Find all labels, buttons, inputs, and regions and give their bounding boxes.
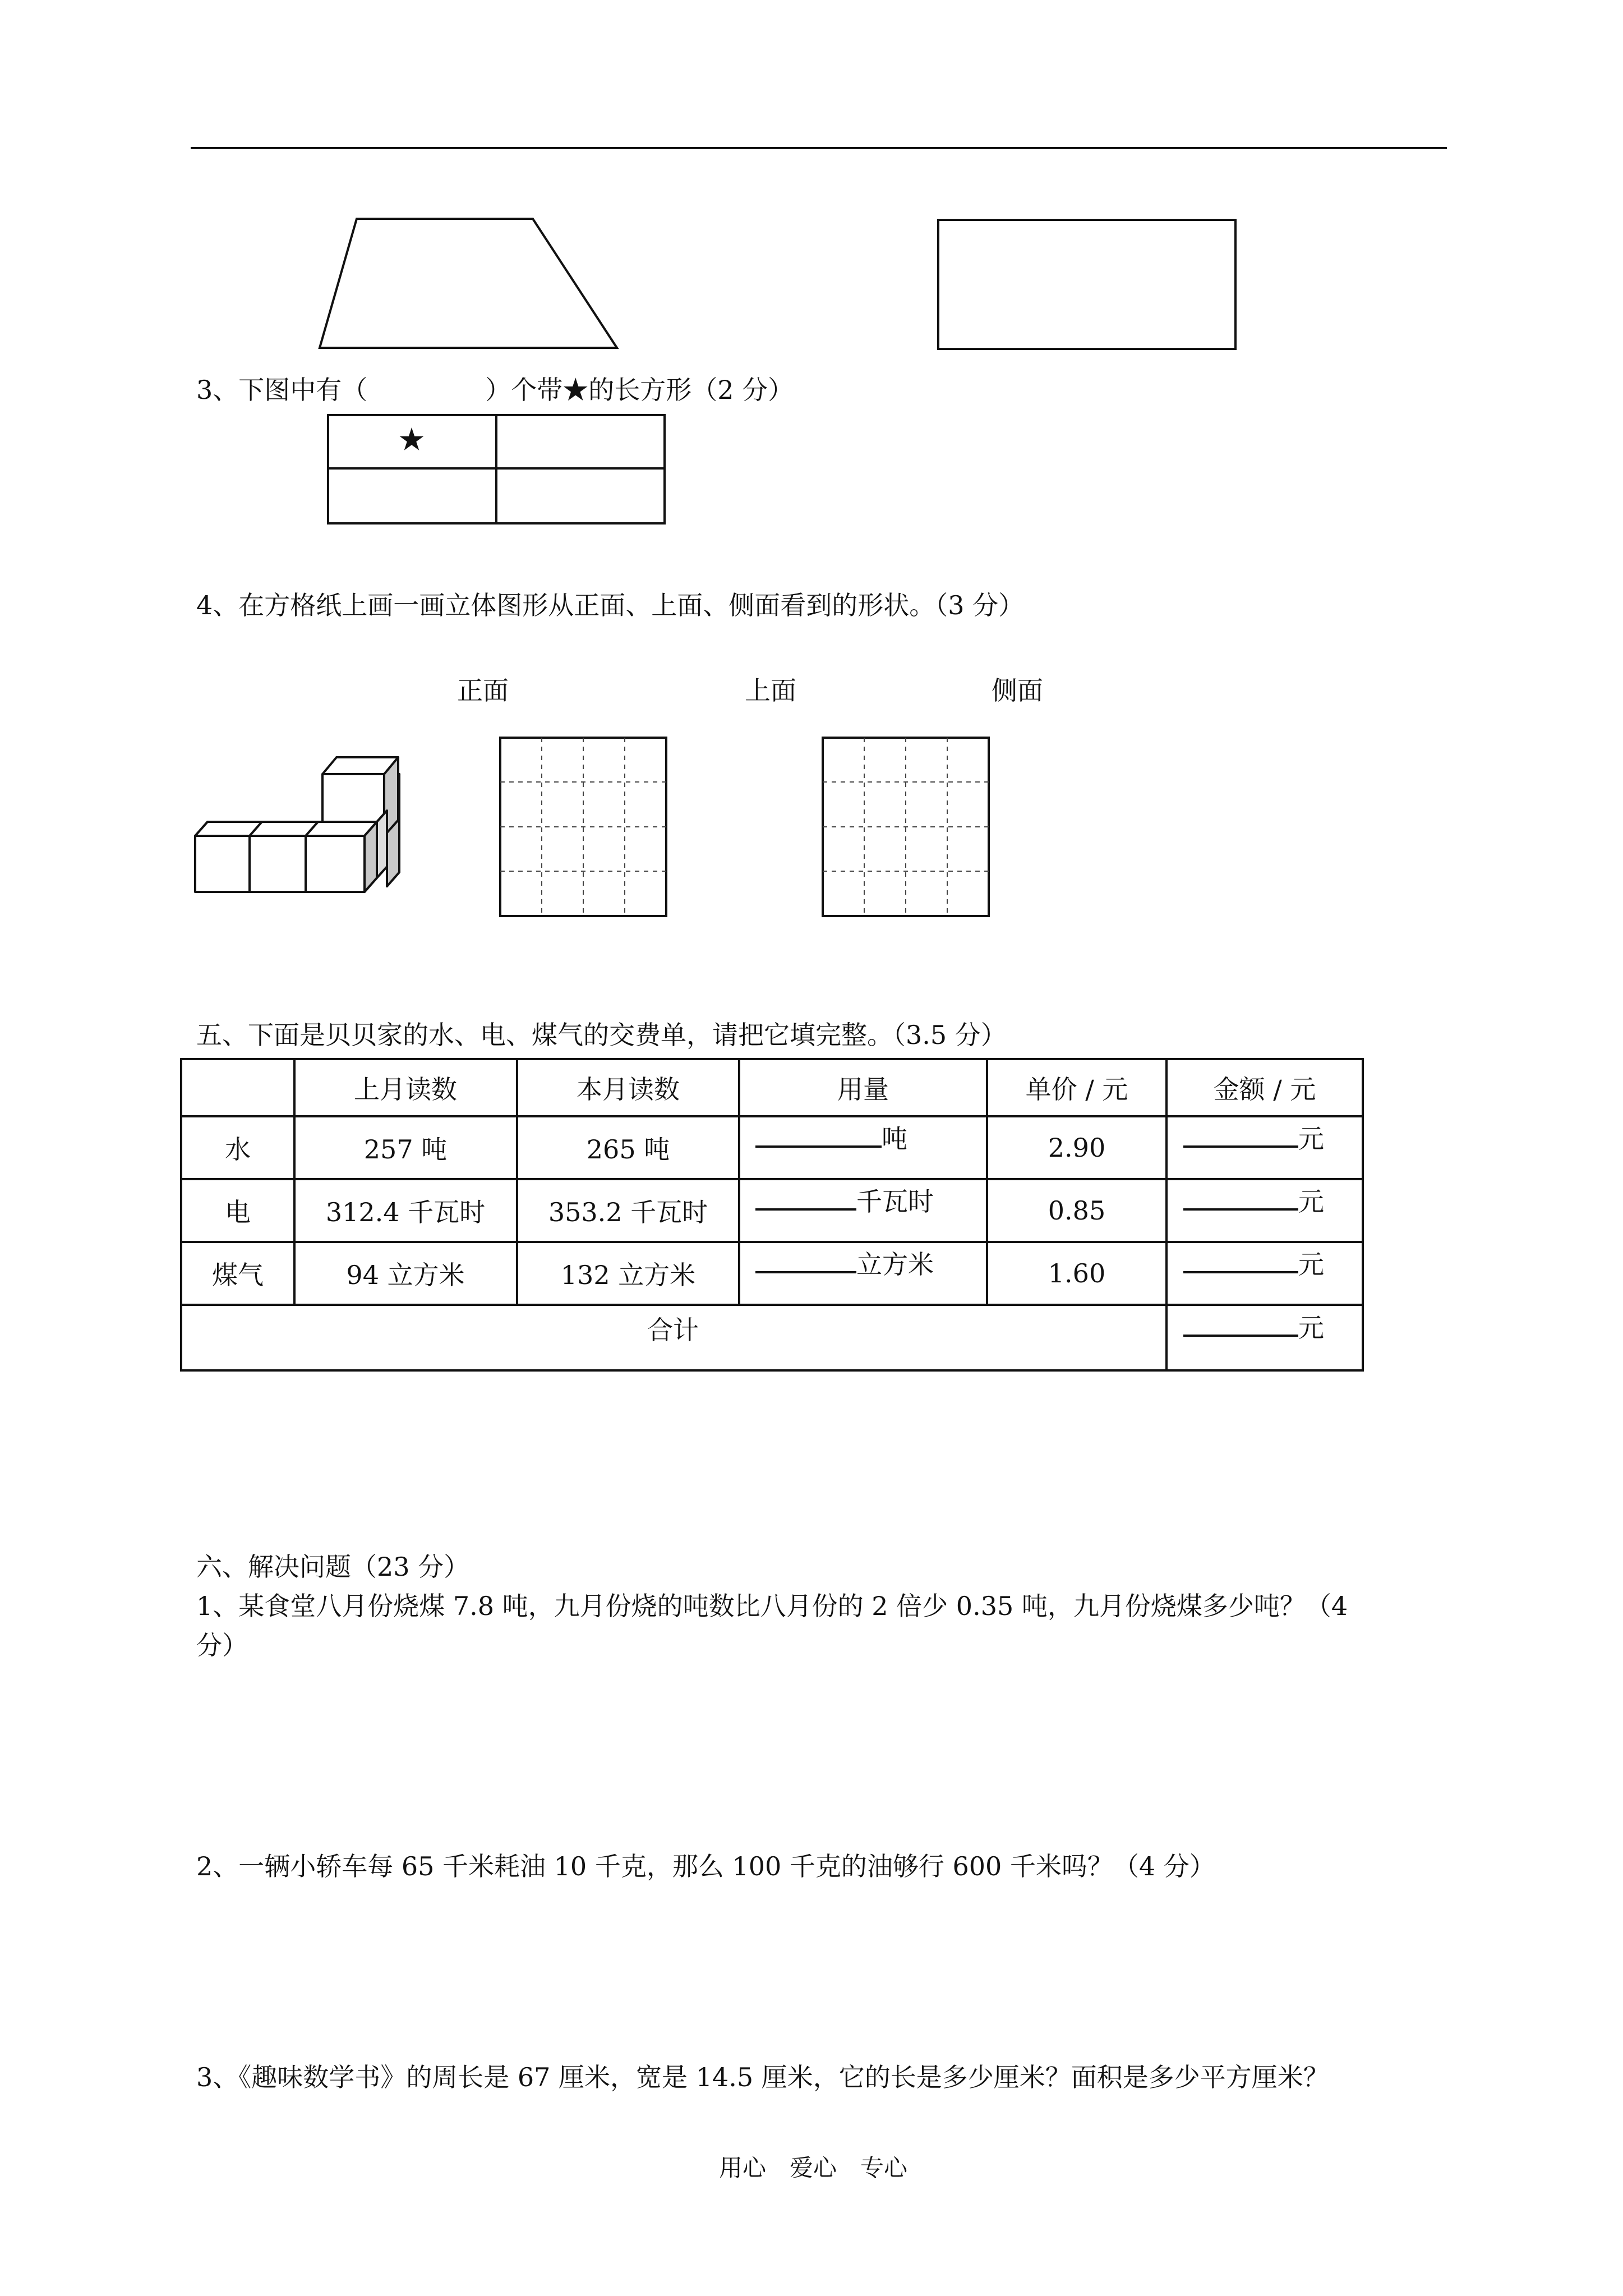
s6-q2: 2、一辆小轿车每 65 千米耗油 10 千克，那么 100 千克的油够行 600 千米吗？（4 分）: [196, 1851, 1215, 1881]
star-icon: ★: [397, 421, 426, 458]
row-water-price: 2.90: [1048, 1133, 1106, 1163]
row-name-water: 水: [225, 1134, 251, 1165]
row-electricity-last: 312.4 千瓦时: [325, 1197, 486, 1227]
total-amount[interactable]: [1183, 1310, 1324, 1343]
q3-label-after: ）个带★的长方形（2 分）: [485, 375, 794, 405]
row-water-current: 265 吨: [586, 1134, 670, 1165]
table-header-last: 上月读数: [354, 1074, 457, 1105]
row-water-usage[interactable]: [755, 1121, 907, 1154]
amount-unit: 元: [1298, 1249, 1324, 1280]
s6-q1-line1: 1、某食堂八月份烧煤 7.8 吨，九月份烧的吨数比八月份的 2 倍少 0.35 吨，九月份烧煤多少吨？（4: [196, 1591, 1348, 1621]
rectangle-shape: [938, 220, 1235, 349]
row-water-amount[interactable]: [1183, 1121, 1324, 1154]
row-name-gas: 煤气: [212, 1260, 264, 1290]
amount-blank[interactable]: [1183, 1184, 1298, 1211]
grid-paper-top: [823, 738, 989, 916]
view-label-top: 上面: [745, 675, 796, 706]
total-blank[interactable]: [1183, 1310, 1298, 1337]
view-label-front: 正面: [457, 675, 509, 706]
amount-unit: 元: [1298, 1186, 1324, 1217]
amount-unit: 元: [1298, 1124, 1324, 1154]
s6-q3: 3、《趣味数学书》的周长是 67 厘米，宽是 14.5 厘米，它的长是多少厘米？面积是多少平方厘米？: [196, 2062, 1329, 2092]
amount-blank[interactable]: [1183, 1121, 1298, 1148]
row-gas-current: 132 立方米: [560, 1260, 696, 1290]
table-header-current: 本月读数: [577, 1074, 680, 1105]
row-electricity-price: 0.85: [1048, 1195, 1106, 1226]
usage-unit: 吨: [882, 1124, 907, 1154]
table-header-usage: 用量: [837, 1074, 889, 1105]
usage-unit: 千瓦时: [856, 1186, 934, 1217]
usage-blank[interactable]: [755, 1121, 882, 1148]
total-unit: 元: [1298, 1313, 1324, 1343]
row-electricity-usage[interactable]: [755, 1184, 934, 1217]
q4-label: 4、在方格纸上画一画立体图形从正面、上面、侧面看到的形状。（3 分）: [196, 590, 1025, 620]
usage-unit: 立方米: [856, 1249, 934, 1280]
amount-blank[interactable]: [1183, 1246, 1298, 1273]
star-rectangle-grid: [328, 415, 665, 523]
row-gas-amount[interactable]: [1183, 1246, 1324, 1280]
cube-structure: [195, 757, 399, 892]
table-header-amount: 金额 / 元: [1213, 1074, 1316, 1105]
grid-paper-front: [500, 738, 666, 916]
row-electricity-amount[interactable]: [1183, 1184, 1324, 1217]
row-gas-last: 94 立方米: [346, 1260, 465, 1290]
section6-title: 六、解决问题（23 分）: [196, 1552, 470, 1582]
q3-label: [196, 375, 794, 406]
usage-blank[interactable]: [755, 1246, 856, 1273]
view-label-side: 侧面: [992, 675, 1043, 706]
page-footer: 用心 爱心 专心: [719, 2154, 908, 2182]
trapezoid-shape: [320, 219, 617, 348]
usage-blank[interactable]: [755, 1184, 856, 1211]
row-electricity-current: 353.2 千瓦时: [548, 1197, 708, 1227]
table-header-price: 单价 / 元: [1025, 1074, 1128, 1105]
row-name-electricity: 电: [225, 1197, 251, 1227]
row-gas-price: 1.60: [1048, 1258, 1106, 1289]
row-water-last: 257 吨: [363, 1134, 448, 1165]
q3-label-before: 3、下图中有（: [196, 375, 368, 405]
s6-q1-line2: 分）: [196, 1630, 248, 1660]
total-label: 合计: [647, 1315, 699, 1345]
row-gas-usage[interactable]: [755, 1246, 934, 1280]
section5-title: 五、下面是贝贝家的水、电、煤气的交费单，请把它填完整。（3.5 分）: [196, 1020, 1007, 1050]
